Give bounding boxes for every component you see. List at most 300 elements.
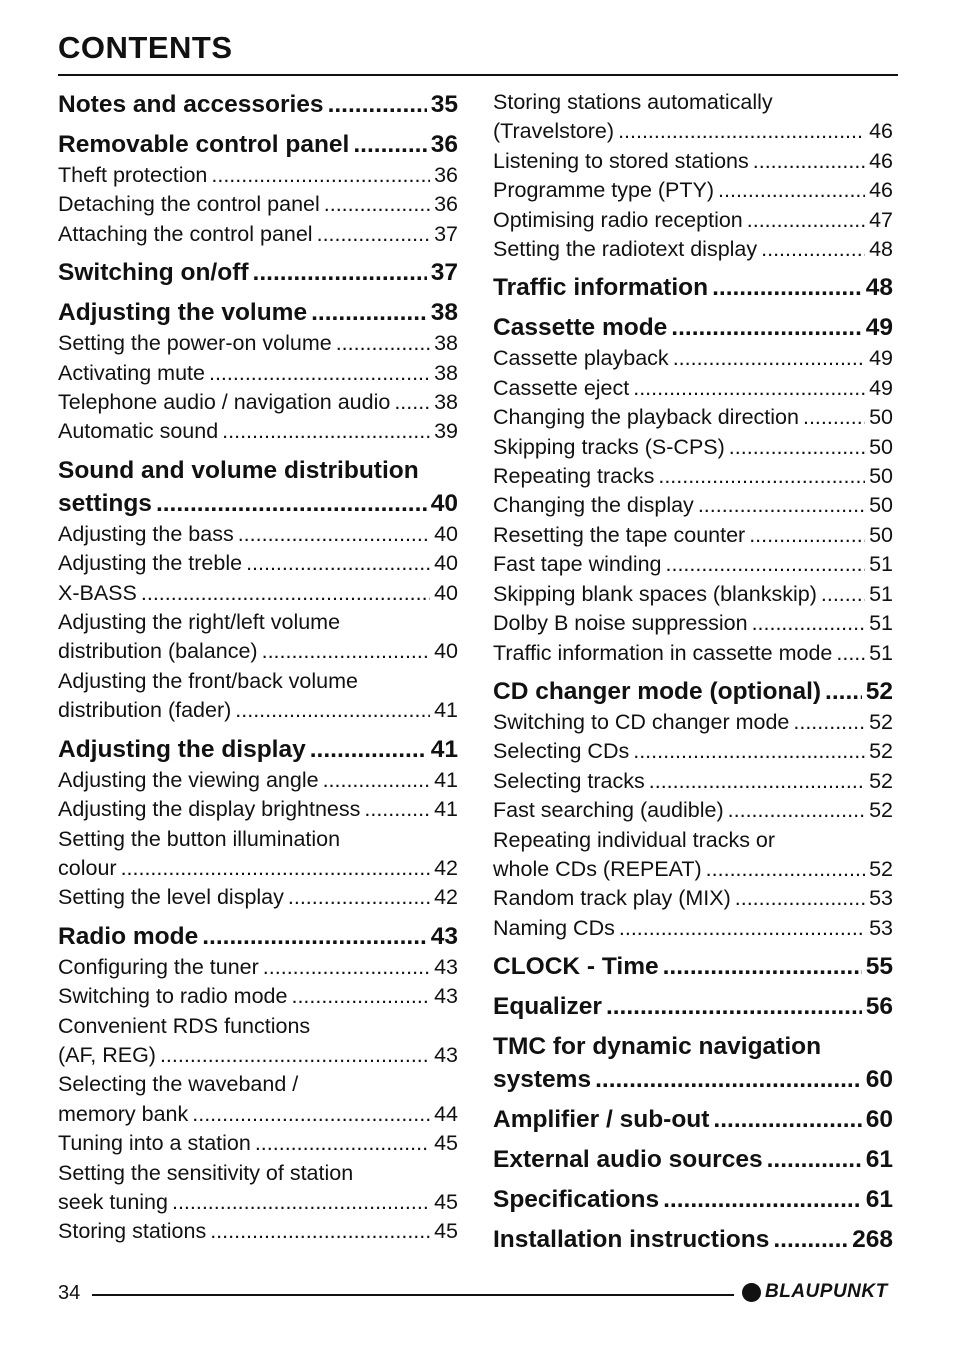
- toc-entry: [58, 329, 458, 358]
- dot-leader: [752, 609, 866, 638]
- toc-subsection-row: [493, 884, 893, 913]
- toc-subsection-row: [493, 344, 893, 373]
- toc-entry-label: Switching to radio mode: [58, 984, 288, 1009]
- toc-entry-page: 45: [434, 1189, 458, 1214]
- toc-entry-label: Adjusting the viewing angle: [58, 767, 319, 792]
- toc-entry-label: Cassette playback: [493, 346, 669, 371]
- toc-subsection-row: [493, 117, 893, 146]
- dot-leader: [649, 767, 865, 796]
- dot-leader: [317, 220, 430, 249]
- toc-subsection-row: [58, 637, 458, 666]
- dot-leader: [793, 708, 865, 737]
- toc-subsection-row: [493, 914, 893, 943]
- dot-leader: [728, 796, 865, 825]
- toc-entry-title-line: Convenient RDS functions: [58, 1013, 311, 1038]
- toc-entry-page: 50: [869, 522, 893, 547]
- toc-entry-page: 268: [852, 1226, 893, 1254]
- dot-leader: [353, 128, 426, 161]
- toc-entry-label: Dolby B noise suppression: [493, 611, 748, 636]
- toc-entry-page: 36: [430, 131, 458, 158]
- dot-leader: [324, 190, 430, 219]
- toc-subsection-row: [493, 521, 893, 550]
- toc-entry-label: seek tuning: [58, 1189, 168, 1214]
- dot-leader: [749, 521, 865, 550]
- toc-entry-label: Random track play (MIX): [493, 886, 731, 911]
- toc-entry: [58, 190, 458, 219]
- dot-leader: [595, 1063, 862, 1096]
- toc-entry-page: 38: [434, 331, 458, 356]
- toc-entry-page: 40: [434, 551, 458, 576]
- toc-entry-label: Adjusting the display brightness: [58, 797, 361, 822]
- toc-subsection-row: [58, 883, 458, 912]
- toc-entry: [493, 1103, 893, 1136]
- toc-entry-label: Programme type (PTY): [493, 178, 715, 203]
- dot-leader: [328, 88, 427, 121]
- toc-subsection-row: [58, 795, 458, 824]
- toc-section-row: [493, 1223, 893, 1256]
- toc-entry: [58, 1012, 458, 1071]
- toc-entry-page: 45: [434, 1219, 458, 1244]
- toc-entry-page: 41: [430, 735, 458, 763]
- toc-section-row: [493, 675, 893, 708]
- toc-section-row: [493, 1103, 893, 1136]
- toc-entry-page: 36: [434, 192, 458, 217]
- toc-entry-page: 37: [430, 259, 458, 287]
- toc-entry-label: External audio sources: [493, 1146, 763, 1174]
- toc-entry-title-line: Sound and volume distribution: [58, 456, 419, 484]
- toc-entry-label: Cassette mode: [493, 314, 668, 342]
- toc-subsection-row: [58, 417, 458, 446]
- toc-subsection-row: [493, 374, 893, 403]
- toc-entry-label: Tuning into a station: [58, 1131, 251, 1156]
- toc-entry: [493, 344, 893, 373]
- toc-entry-page: 41: [434, 698, 458, 723]
- dot-leader: [821, 580, 865, 609]
- toc-subsection-row: [58, 1129, 458, 1158]
- toc-entry-label: Specifications: [493, 1186, 660, 1214]
- toc-entry-label: systems: [493, 1066, 592, 1094]
- toc-section-row: [493, 311, 893, 344]
- toc-section-row: [493, 1063, 893, 1096]
- toc-entry: [493, 521, 893, 550]
- toc-entry-label: Adjusting the volume: [58, 299, 308, 327]
- toc-entry-page: 50: [869, 493, 893, 518]
- toc-entry: [58, 579, 458, 608]
- toc-entry-title-line: Repeating individual tracks or: [493, 827, 776, 852]
- dot-leader: [706, 855, 865, 884]
- toc-section-row: [58, 256, 458, 289]
- toc-entry-page: 50: [869, 464, 893, 489]
- toc-entry: [493, 403, 893, 432]
- toc-entry: [58, 1070, 458, 1129]
- dot-leader: [288, 883, 430, 912]
- toc-entry-label: Cassette eject: [493, 375, 630, 400]
- toc-entry-page: 49: [869, 375, 893, 400]
- dot-leader: [671, 311, 861, 344]
- toc-entry-page: 43: [430, 922, 458, 950]
- toc-entry-label: Theft protection: [58, 163, 208, 187]
- toc-subsection-row: [58, 953, 458, 982]
- toc-left-column: [58, 88, 458, 1247]
- dot-leader: [156, 487, 427, 520]
- toc-entry-page: 46: [869, 148, 893, 173]
- toc-entry: [58, 520, 458, 549]
- toc-subsection-row: [493, 147, 893, 176]
- toc-entry-page: 40: [430, 489, 458, 517]
- toc-entry-page: 42: [434, 885, 458, 910]
- toc-subsection-row: [58, 696, 458, 725]
- footer-divider: [92, 1294, 734, 1296]
- toc-entry-label: (AF, REG): [58, 1042, 156, 1067]
- toc-entry-page: 51: [869, 581, 893, 606]
- dot-leader: [773, 1223, 848, 1256]
- toc-entry: [58, 417, 458, 446]
- toc-entry: [493, 1183, 893, 1216]
- dot-leader: [121, 854, 431, 883]
- toc-entry: [58, 982, 458, 1011]
- dot-leader: [761, 235, 865, 264]
- dot-leader: [767, 1143, 862, 1176]
- toc-entry: [493, 491, 893, 520]
- toc-entry-page: 50: [869, 405, 893, 430]
- toc-entry: [58, 549, 458, 578]
- toc-entry-page: 55: [865, 953, 893, 981]
- toc-entry-label: Amplifier / sub-out: [493, 1106, 710, 1134]
- dot-leader: [323, 766, 431, 795]
- toc-entry-label: Equalizer: [493, 993, 602, 1021]
- toc-entry-label: Notes and accessories: [58, 91, 324, 118]
- toc-section-row: [493, 950, 893, 983]
- toc-right-column: [493, 88, 893, 1256]
- toc-subsection-row: [58, 220, 458, 249]
- dot-leader: [712, 271, 862, 304]
- brand-name: BLAUPUNKT: [765, 1281, 888, 1302]
- toc-entry: [493, 639, 893, 668]
- brand-dot-icon: [742, 1283, 761, 1302]
- toc-entry-page: 51: [869, 552, 893, 577]
- toc-entry-page: 52: [869, 798, 893, 823]
- toc-entry: [493, 737, 893, 766]
- toc-subsection-row: [493, 206, 893, 235]
- toc-entry-label: Resetting the tape counter: [493, 522, 746, 547]
- toc-entry-page: 51: [869, 640, 893, 665]
- toc-entry: [58, 883, 458, 912]
- dot-leader: [633, 374, 865, 403]
- toc-subsection-row: [493, 462, 893, 491]
- toc-entry-label: Traffic information in cassette mode: [493, 640, 833, 665]
- toc-entry: [58, 733, 458, 766]
- toc-entry-page: 41: [434, 797, 458, 822]
- dot-leader: [619, 914, 865, 943]
- toc-entry: [58, 667, 458, 726]
- toc-entry-label: Selecting CDs: [493, 739, 630, 764]
- toc-entry: [58, 795, 458, 824]
- toc-section-row: [58, 487, 458, 520]
- brand-logo: [742, 1281, 888, 1303]
- dot-leader: [263, 953, 430, 982]
- toc-section-row: [58, 733, 458, 766]
- toc-entry-label: CD changer mode (optional): [493, 677, 822, 705]
- toc-entry: [58, 388, 458, 417]
- toc-entry: [58, 825, 458, 884]
- toc-entry: [493, 1223, 893, 1256]
- toc-subsection-row: [493, 737, 893, 766]
- page-number: 34: [58, 1282, 81, 1304]
- toc-subsection-row: [58, 388, 458, 417]
- toc-subsection-row: [58, 579, 458, 608]
- toc-entry-label: Configuring the tuner: [58, 954, 259, 979]
- toc-entry-page: 40: [434, 521, 458, 546]
- toc-entry-label: Removable control panel: [58, 131, 350, 158]
- toc-entry-page: 56: [865, 993, 893, 1021]
- toc-entry-label: Radio mode: [58, 922, 199, 950]
- dot-leader: [202, 920, 427, 953]
- toc-entry: [58, 88, 458, 121]
- dot-leader: [253, 256, 427, 289]
- toc-entry: [493, 580, 893, 609]
- toc-entry-label: Installation instructions: [493, 1226, 770, 1254]
- toc-entry: [493, 462, 893, 491]
- toc-subsection-row: [493, 708, 893, 737]
- toc-entry-page: 43: [434, 984, 458, 1009]
- dot-leader: [747, 206, 865, 235]
- dot-leader: [825, 675, 862, 708]
- dot-leader: [735, 884, 865, 913]
- toc-entry: [58, 454, 458, 520]
- toc-entry-page: 60: [865, 1106, 893, 1134]
- toc-subsection-row: [58, 161, 458, 190]
- toc-entry-page: 52: [869, 856, 893, 881]
- toc-entry-page: 43: [434, 1042, 458, 1067]
- toc-entry-label: Storing stations: [58, 1219, 207, 1244]
- toc-subsection-row: [58, 359, 458, 388]
- toc-entry-label: Traffic information: [493, 274, 709, 302]
- dot-leader: [291, 982, 430, 1011]
- toc-entry-label: distribution (fader): [58, 698, 232, 723]
- toc-entry-page: 37: [434, 221, 458, 246]
- toc-entry: [58, 161, 458, 190]
- toc-entry-label: Skipping blank spaces (blankskip): [493, 581, 817, 606]
- toc-section-row: [58, 296, 458, 329]
- toc-subsection-row: [58, 854, 458, 883]
- dot-leader: [836, 639, 865, 668]
- title-divider: [58, 74, 898, 76]
- toc-entry-page: 46: [869, 178, 893, 203]
- toc-entry: [493, 708, 893, 737]
- dot-leader: [255, 1129, 430, 1158]
- toc-section-row: [58, 88, 458, 121]
- toc-entry: [58, 608, 458, 667]
- toc-entry: [493, 147, 893, 176]
- toc-entry: [58, 766, 458, 795]
- toc-entry-label: Adjusting the display: [58, 735, 306, 763]
- toc-subsection-row: [58, 1041, 458, 1070]
- toc-entry: [493, 1030, 893, 1096]
- toc-entry-page: 52: [865, 677, 893, 705]
- toc-entry: [493, 796, 893, 825]
- toc-entry-page: 38: [434, 360, 458, 385]
- dot-leader: [311, 296, 427, 329]
- toc-entry-label: Fast searching (audible): [493, 798, 724, 823]
- dot-leader: [663, 950, 862, 983]
- toc-entry: [493, 767, 893, 796]
- toc-entry-label: Optimising radio reception: [493, 207, 743, 232]
- toc-subsection-row: [58, 766, 458, 795]
- toc-subsection-row: [493, 609, 893, 638]
- toc-entry: [493, 550, 893, 579]
- toc-entry-label: whole CDs (REPEAT): [493, 856, 702, 881]
- toc-entry-title-line: TMC for dynamic navigation: [493, 1033, 822, 1061]
- toc-entry-title-line: Adjusting the front/back volume: [58, 668, 358, 693]
- dot-leader: [713, 1103, 861, 1136]
- toc-subsection-row: [493, 403, 893, 432]
- toc-entry-label: colour: [58, 855, 117, 880]
- toc-entry-page: 38: [430, 299, 458, 327]
- toc-entry-label: Attaching the control panel: [58, 221, 313, 246]
- toc-entry-label: Detaching the control panel: [58, 192, 320, 217]
- toc-entry-page: 39: [434, 419, 458, 444]
- toc-entry-page: 43: [434, 954, 458, 979]
- toc-entry-label: Changing the playback direction: [493, 405, 799, 430]
- toc-entry-page: 52: [869, 768, 893, 793]
- dot-leader: [663, 1183, 862, 1216]
- toc-entry-title-line: Adjusting the right/left volume: [58, 610, 341, 635]
- toc-entry-label: Telephone audio / navigation audio: [58, 390, 391, 415]
- dot-leader: [336, 329, 430, 358]
- toc-entry: [58, 296, 458, 329]
- toc-subsection-row: [493, 176, 893, 205]
- dot-leader: [262, 637, 430, 666]
- toc-entry-page: 53: [869, 915, 893, 940]
- page-title: CONTENTS: [58, 30, 233, 65]
- toc-subsection-row: [58, 1188, 458, 1217]
- toc-entry-label: Skipping tracks (S-CPS): [493, 434, 725, 459]
- toc-section-row: [58, 128, 458, 161]
- dot-leader: [753, 147, 865, 176]
- dot-leader: [238, 520, 430, 549]
- toc-subsection-row: [493, 235, 893, 264]
- toc-entry: [493, 826, 893, 885]
- toc-entry-label: Switching on/off: [58, 259, 249, 287]
- toc-entry-page: 48: [869, 237, 893, 262]
- dot-leader: [718, 176, 865, 205]
- toc-entry-title-line: Setting the sensitivity of station: [58, 1160, 354, 1185]
- toc-entry: [493, 609, 893, 638]
- toc-entry-label: Fast tape winding: [493, 552, 662, 577]
- dot-leader: [235, 696, 430, 725]
- toc-entry: [493, 433, 893, 462]
- toc-entry-label: Activating mute: [58, 360, 205, 385]
- toc-subsection-row: [58, 549, 458, 578]
- toc-entry: [493, 206, 893, 235]
- dot-leader: [310, 733, 427, 766]
- toc-entry: [58, 1217, 458, 1246]
- toc-entry-label: Switching to CD changer mode: [493, 709, 790, 734]
- toc-subsection-row: [493, 580, 893, 609]
- toc-entry-page: 40: [434, 580, 458, 605]
- toc-subsection-row: [58, 329, 458, 358]
- toc-entry: [493, 675, 893, 708]
- toc-entry: [493, 950, 893, 983]
- toc-subsection-row: [493, 639, 893, 668]
- toc-subsection-row: [493, 550, 893, 579]
- toc-entry-label: Setting the level display: [58, 885, 284, 910]
- dot-leader: [729, 433, 865, 462]
- toc-entry-page: 36: [434, 163, 458, 187]
- toc-entry: [493, 176, 893, 205]
- toc-entry-page: 61: [865, 1186, 893, 1214]
- toc-section-row: [493, 271, 893, 304]
- toc-entry-page: 47: [869, 207, 893, 232]
- toc-entry-title-line: Selecting the waveband /: [58, 1072, 299, 1097]
- toc-entry: [58, 1159, 458, 1218]
- toc-entry-label: Selecting tracks: [493, 768, 645, 793]
- toc-entry-page: 49: [869, 346, 893, 371]
- dot-leader: [658, 462, 865, 491]
- dot-leader: [222, 417, 430, 446]
- toc-subsection-row: [58, 190, 458, 219]
- toc-entry-label: distribution (balance): [58, 639, 258, 664]
- toc-entry-page: 49: [865, 314, 893, 342]
- toc-entry-label: X-BASS: [58, 580, 137, 605]
- toc-entry-page: 38: [434, 390, 458, 415]
- toc-entry: [58, 220, 458, 249]
- dot-leader: [141, 579, 430, 608]
- toc-entry: [58, 920, 458, 953]
- toc-entry-page: 44: [434, 1101, 458, 1126]
- toc-entry-page: 45: [434, 1131, 458, 1156]
- toc-section-row: [493, 1183, 893, 1216]
- dot-leader: [209, 359, 430, 388]
- toc-entry: [493, 914, 893, 943]
- toc-entry-label: Setting the radiotext display: [493, 237, 758, 262]
- toc-subsection-row: [493, 433, 893, 462]
- dot-leader: [211, 161, 430, 190]
- toc-section-row: [58, 920, 458, 953]
- toc-subsection-row: [493, 767, 893, 796]
- toc-entry-page: 52: [869, 739, 893, 764]
- toc-entry-page: 40: [434, 639, 458, 664]
- toc-subsection-row: [493, 855, 893, 884]
- toc-subsection-row: [493, 491, 893, 520]
- toc-entry: [58, 256, 458, 289]
- dot-leader: [673, 344, 865, 373]
- toc-entry-page: 60: [865, 1066, 893, 1094]
- toc-entry-label: memory bank: [58, 1101, 189, 1126]
- toc-entry-label: Setting the power-on volume: [58, 331, 332, 356]
- dot-leader: [633, 737, 865, 766]
- toc-entry-label: Automatic sound: [58, 419, 219, 444]
- toc-entry: [58, 359, 458, 388]
- toc-subsection-row: [58, 982, 458, 1011]
- dot-leader: [698, 491, 865, 520]
- toc-entry-page: 42: [434, 855, 458, 880]
- dot-leader: [192, 1100, 430, 1129]
- toc-entry-label: settings: [58, 489, 152, 517]
- toc-entry-label: Changing the display: [493, 493, 694, 518]
- toc-subsection-row: [58, 1100, 458, 1129]
- toc-entry: [493, 990, 893, 1023]
- dot-leader: [803, 403, 865, 432]
- toc-entry-label: Adjusting the bass: [58, 521, 234, 546]
- toc-subsection-row: [493, 796, 893, 825]
- toc-entry: [493, 374, 893, 403]
- toc-entry-label: Adjusting the treble: [58, 551, 243, 576]
- toc-section-row: [493, 990, 893, 1023]
- toc-entry-page: 48: [865, 274, 893, 302]
- dot-leader: [618, 117, 865, 146]
- toc-entry-label: Listening to stored stations: [493, 148, 749, 173]
